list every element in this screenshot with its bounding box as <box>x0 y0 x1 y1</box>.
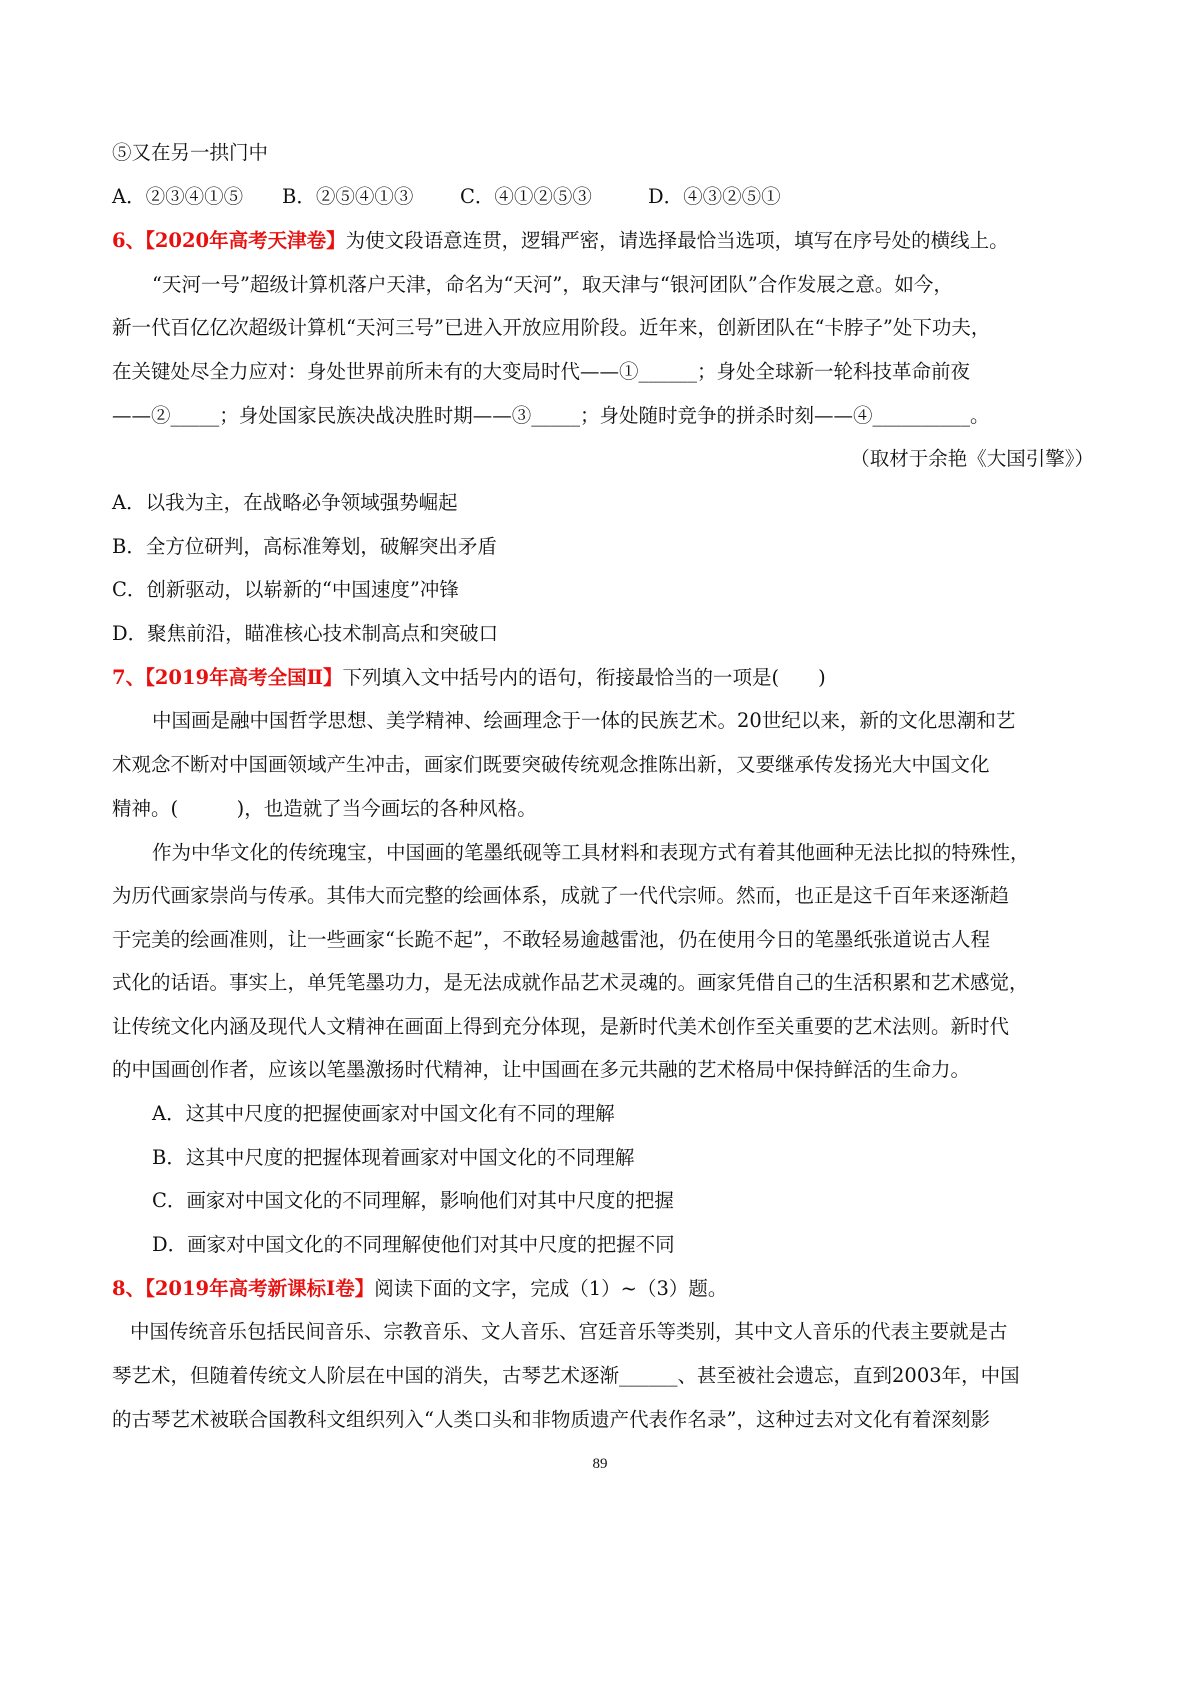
q7-option-a: A．这其中尺度的把握使画家对中国文化有不同的理解 <box>152 1102 615 1125</box>
q7-stem: 下列填入文中括号内的语句，衔接最恰当的一项是( ) <box>342 666 826 689</box>
q6-option-c: C．创新驱动，以崭新的“中国速度”冲锋 <box>112 578 459 601</box>
q6-stem: 为使文段语意连贯，逻辑严密，请选择最恰当选项，填写在序号处的横线上。 <box>345 229 1009 252</box>
q6-option-d: D．聚焦前沿，瞄准核心技术制高点和突破口 <box>112 622 499 645</box>
q7-passage-line: 作为中华文化的传统瑰宝，中国画的笔墨纸砚等工具材料和表现方式有着其他画种无法比拟的特殊性， <box>152 841 1030 864</box>
q8-passage-line: 中国传统音乐包括民间音乐、宗教音乐、文人音乐、宫廷音乐等类别，其中文人音乐的代表主要就是古 <box>130 1320 1008 1343</box>
q5-option-c: C．④①②⑤③ <box>460 185 592 208</box>
q7-passage-line: 的中国画创作者，应该以笔墨激扬时代精神，让中国画在多元共融的艺术格局中保持鲜活的生命力。 <box>112 1058 971 1081</box>
q7-source: 【2019年高考全国Ⅱ】 <box>145 666 343 689</box>
q6-passage-line: 在关键处尽全力应对：身处世界前所未有的大变局时代——①______；身处全球新一轮科技革命前夜 <box>112 360 971 383</box>
q8-heading <box>112 1274 727 1304</box>
q6-option-b: B．全方位研判，高标准筹划，破解突出矛盾 <box>112 535 497 558</box>
q7-passage-line: 为历代画家崇尚与传承。其伟大而完整的绘画体系，成就了一代代宗师。然而，也正是这千百年来逐渐趋 <box>112 884 1010 907</box>
q7-passage-line: 中国画是融中国哲学思想、美学精神、绘画理念于一体的民族艺术。20世纪以来，新的文化思潮和艺 <box>152 709 1016 732</box>
q6-source: 【2020年高考天津卷】 <box>145 229 346 252</box>
q6-passage-line: 新一代百亿亿次超级计算机“天河三号”已进入开放应用阶段。近年来，创新团队在“卡脖子”处下功夫， <box>112 316 991 339</box>
q8-stem: 阅读下面的文字，完成（1）~（3）题。 <box>374 1277 728 1300</box>
q6-option-a: A．以我为主，在战略必争领域强势崛起 <box>112 491 458 514</box>
q7-option-b: B．这其中尺度的把握体现着画家对中国文化的不同理解 <box>152 1146 635 1169</box>
q7-passage-line: 于完美的绘画准则，让一些画家“长跪不起”，不敢轻易逾越雷池，仍在使用今日的笔墨纸张道说古人程 <box>112 928 990 951</box>
q7-passage-line: 术观念不断对中国画领域产生冲击，画家们既要突破传统观念推陈出新，又要继承传发扬光大中国文化 <box>112 753 990 776</box>
q7-passage-line: 让传统文化内涵及现代人文精神在画面上得到充分体现，是新时代美术创作至关重要的艺术法则。新时代 <box>112 1015 1010 1038</box>
q6-heading <box>112 226 1009 256</box>
q8-number: 8、 <box>112 1277 146 1300</box>
page-number: 89 <box>592 1456 608 1472</box>
q6-passage-line: “天河一号”超级计算机落户天津，命名为“天河”，取天津与“银河团队”合作发展之意。如今， <box>152 273 953 296</box>
q7-heading <box>112 663 826 693</box>
q7-passage-line: 精神。( )，也造就了当今画坛的各种风格。 <box>112 797 537 820</box>
q5-option-a: A．②③④①⑤ <box>112 185 244 208</box>
q7-passage-line: 式化的话语。事实上，单凭笔墨功力，是无法成就作品艺术灵魂的。画家凭借自己的生活积累和艺术感觉， <box>112 971 1029 994</box>
q7-option-d: D．画家对中国文化的不同理解使他们对其中尺度的把握不同 <box>152 1233 675 1256</box>
q5-option-b: B．②⑤④①③ <box>282 185 414 208</box>
q5-options <box>112 182 781 212</box>
q7-option-c: C．画家对中国文化的不同理解，影响他们对其中尺度的把握 <box>152 1189 674 1212</box>
q7-number: 7、 <box>112 666 146 689</box>
q8-source: 【2019年高考新课标I卷】 <box>145 1277 375 1300</box>
q6-passage-line: ——②_____；身处国家民族决战决胜时期——③_____；身处随时竞争的拼杀时刻——④__________。 <box>112 404 990 427</box>
q6-citation: （取材于余艳《大国引擎》） <box>850 447 1094 470</box>
q5-option-d: D．④③②⑤① <box>648 185 781 208</box>
q6-number: 6、 <box>112 229 146 252</box>
q8-passage-line: 琴艺术，但随着传统文人阶层在中国的消失，古琴艺术逐渐______、甚至被社会遗忘，直到2003年，中国 <box>112 1364 1020 1387</box>
q5-item-5: ⑤又在另一拱门中 <box>112 141 269 164</box>
q8-passage-line: 的古琴艺术被联合国教科文组织列入“人类口头和非物质遗产代表作名录”，这种过去对文化有着深刻影 <box>112 1408 990 1431</box>
